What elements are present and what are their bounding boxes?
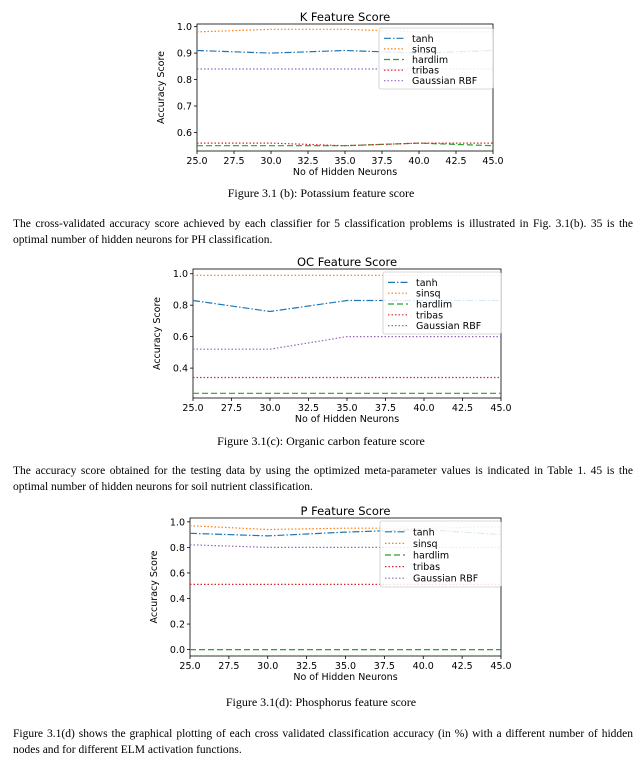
y-tick-label: 0.8 — [169, 542, 185, 554]
x-tick-label: 32.5 — [297, 403, 320, 414]
x-tick-label: 30.0 — [257, 661, 279, 672]
x-tick-label: 27.5 — [220, 403, 243, 414]
x-tick-label: 35.0 — [334, 661, 357, 672]
x-tick-label: 40.0 — [412, 661, 434, 672]
y-tick-label: 1.0 — [176, 22, 192, 34]
legend-label: hardlim — [413, 550, 450, 562]
legend-label: sinsq — [413, 538, 438, 550]
y-axis-label: Accuracy Score — [156, 51, 167, 124]
x-tick-label: 40.0 — [413, 403, 435, 414]
y-tick-label: 1.0 — [172, 269, 188, 281]
legend-label: tanh — [416, 277, 438, 289]
x-tick-label: 30.0 — [259, 403, 281, 414]
chart-title: P Feature Score — [300, 504, 391, 518]
x-tick-label: 40.0 — [408, 156, 430, 167]
legend-label: tribas — [413, 562, 441, 574]
y-tick-label: 0.6 — [169, 568, 185, 580]
paragraph-2: The accuracy score obtained for the testing data by using the optimized meta-parameter values is indicated in Table 1. 45 is the optimal number of hidden neurons for soil nutrient classification. — [13, 465, 633, 493]
y-tick-label: 0.9 — [176, 48, 192, 60]
x-tick-label: 35.0 — [334, 156, 356, 167]
legend-label: tribas — [412, 65, 440, 77]
x-tick-label: 45.0 — [490, 661, 512, 672]
x-tick-label: 30.0 — [260, 156, 282, 167]
series-line-tribas — [197, 143, 493, 146]
x-tick-label: 42.5 — [451, 661, 473, 672]
x-tick-label: 37.5 — [374, 403, 397, 414]
paragraph-1: The cross-validated accuracy score achieved by each classifier for 5 classification problems is illustrated in Fig. 3.1(b). 35 is the optimal number of hidden neurons for PH classification. — [13, 218, 633, 246]
y-tick-label: 0.4 — [169, 594, 185, 605]
y-tick-label: 0.2 — [169, 619, 185, 631]
y-axis-label: Accuracy Score — [149, 550, 160, 624]
chart-title: OC Feature Score — [296, 255, 398, 269]
figure-caption-k: Figure 3.1 (b): Potassium feature score — [227, 186, 415, 200]
oc-feature-chart — [0, 255, 642, 430]
x-tick-label: 42.5 — [451, 403, 474, 414]
figure-caption-oc: Figure 3.1(c): Organic carbon feature score — [217, 434, 425, 448]
y-axis-label: Accuracy Score — [152, 297, 163, 370]
legend-label: Gaussian RBF — [416, 321, 482, 333]
x-tick-label: 42.5 — [445, 156, 467, 167]
y-tick-label: 0.8 — [176, 75, 192, 87]
y-tick-label: 0.7 — [176, 101, 192, 113]
x-tick-label: 45.0 — [482, 156, 504, 167]
x-tick-label: 45.0 — [490, 403, 512, 414]
legend-label: sinsq — [416, 288, 441, 300]
x-tick-label: 37.5 — [371, 156, 393, 167]
x-axis-label: No of Hidden Neurons — [293, 672, 398, 683]
x-axis-label: No of Hidden Neurons — [294, 414, 400, 425]
y-tick-label: 0.6 — [176, 127, 192, 139]
legend-label: tanh — [413, 527, 435, 539]
k-feature-chart — [0, 0, 642, 180]
legend-label: Gaussian RBF — [412, 76, 478, 88]
y-tick-label: 0.0 — [169, 645, 185, 657]
figure-caption-p: Figure 3.1(d): Phosphorus feature score — [225, 695, 417, 709]
x-tick-label: 35.0 — [336, 403, 358, 414]
x-tick-label: 25.0 — [182, 403, 204, 414]
y-tick-label: 1.0 — [169, 517, 185, 529]
legend-label: hardlim — [412, 55, 449, 66]
legend-label: tanh — [412, 33, 434, 45]
p-feature-chart — [0, 505, 642, 685]
x-tick-label: 32.5 — [297, 156, 319, 167]
x-tick-label: 37.5 — [373, 661, 395, 672]
y-tick-label: 0.4 — [172, 363, 188, 375]
chart-title: K Feature Score — [299, 10, 391, 24]
legend-label: hardlim — [416, 299, 453, 311]
legend-label: Gaussian RBF — [413, 573, 479, 585]
x-axis-label: No of Hidden Neurons — [292, 167, 398, 178]
x-tick-label: 25.0 — [179, 661, 201, 672]
series-line-gaussian-rbf — [193, 337, 501, 350]
x-tick-label: 25.0 — [186, 156, 208, 167]
x-tick-label: 27.5 — [223, 156, 245, 167]
x-tick-label: 32.5 — [296, 661, 318, 672]
y-tick-label: 0.6 — [172, 332, 188, 344]
y-tick-label: 0.8 — [172, 300, 188, 312]
x-tick-label: 27.5 — [218, 661, 240, 672]
legend-label: tribas — [416, 310, 444, 322]
paragraph-3: Figure 3.1(d) shows the graphical plotting of each cross validated classification accuracy (in %) with a different number of hidden nodes and for different ELM activation functions. — [13, 728, 633, 756]
legend-label: sinsq — [412, 44, 437, 56]
